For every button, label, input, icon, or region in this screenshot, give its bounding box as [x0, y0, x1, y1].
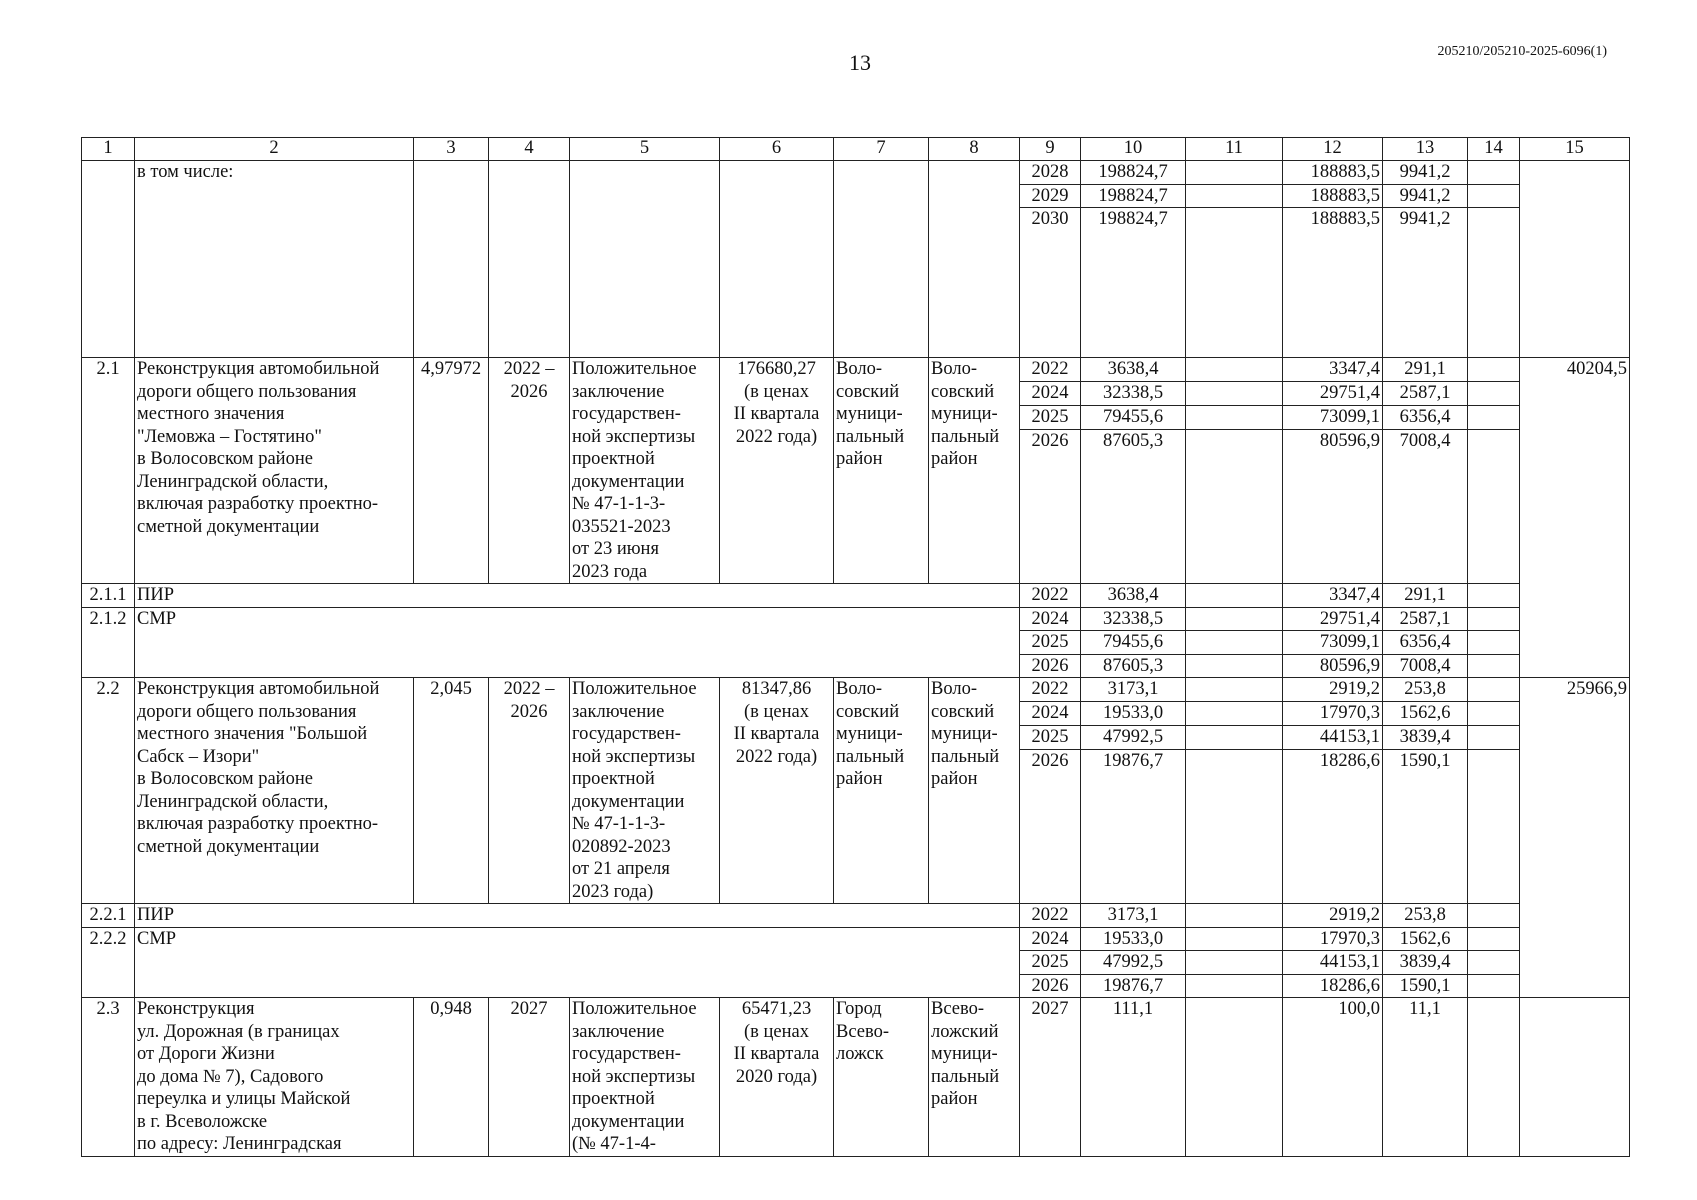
col-5-cell	[570, 161, 720, 358]
amount-total-cell: 32338,5	[1081, 607, 1186, 631]
work-type-label: ПИР	[135, 584, 1020, 608]
cost-cell: 176680,27 (в ценах II квартала 2022 года)	[720, 358, 834, 584]
amount-total-cell: 3173,1	[1081, 904, 1186, 928]
expertise-cell: Положительное заключение государствен- ной экспертизы проектной документации (№ 47-1-4-	[570, 998, 720, 1157]
amount-local-cell: 3839,4	[1383, 951, 1468, 975]
amount-regional-cell: 188883,5	[1283, 184, 1383, 208]
amount-regional-cell: 2919,2	[1283, 904, 1383, 928]
column-header-11: 11	[1186, 138, 1283, 161]
table-row	[82, 904, 1630, 928]
customer-cell: Воло- совский муници- пальный район	[929, 678, 1020, 904]
year-cell: 2028	[1020, 161, 1081, 185]
amount-total-cell: 198824,7	[1081, 208, 1186, 358]
year-cell: 2022	[1020, 358, 1081, 382]
column-header-6: 6	[720, 138, 834, 161]
col-11-cell	[1186, 584, 1283, 608]
year-cell: 2022	[1020, 904, 1081, 928]
col-14-cell	[1468, 654, 1520, 678]
amount-local-cell: 9941,2	[1383, 161, 1468, 185]
col-14-cell	[1468, 750, 1520, 904]
amount-total-cell: 19533,0	[1081, 702, 1186, 726]
amount-regional-cell: 44153,1	[1283, 951, 1383, 975]
year-cell: 2025	[1020, 726, 1081, 750]
col-11-cell	[1186, 654, 1283, 678]
amount-local-cell: 7008,4	[1383, 430, 1468, 584]
location-cell: Воло- совский муници- пальный район	[834, 678, 929, 904]
amount-total-cell: 47992,5	[1081, 951, 1186, 975]
object-name-cell: Реконструкция ул. Дорожная (в границах от Дороги Жизни до дома № 7), Садового переулка и улицы Майской в г. Всеволожске по адресу: Ленинградская	[135, 998, 414, 1157]
col-11-cell	[1186, 382, 1283, 406]
amount-regional-cell: 80596,9	[1283, 654, 1383, 678]
col-11-cell	[1186, 702, 1283, 726]
col-11-cell	[1186, 631, 1283, 655]
col-14-cell	[1468, 904, 1520, 928]
col-14-cell	[1468, 607, 1520, 631]
page-number: 13	[849, 50, 871, 75]
document-code: 205210/205210-2025-6096(1)	[1437, 44, 1607, 59]
amount-total-cell: 3638,4	[1081, 358, 1186, 382]
year-cell: 2026	[1020, 974, 1081, 998]
total-col15-cell: 25966,9	[1520, 678, 1630, 998]
row-number-cell: 2.1	[82, 358, 135, 584]
amount-local-cell: 291,1	[1383, 358, 1468, 382]
amount-local-cell: 1562,6	[1383, 927, 1468, 951]
amount-total-cell: 32338,5	[1081, 382, 1186, 406]
amount-local-cell: 2587,1	[1383, 382, 1468, 406]
year-cell: 2024	[1020, 927, 1081, 951]
column-header-14: 14	[1468, 138, 1520, 161]
column-header-7: 7	[834, 138, 929, 161]
column-header-2: 2	[135, 138, 414, 161]
amount-total-cell: 3173,1	[1081, 678, 1186, 702]
col-8-cell	[929, 161, 1020, 358]
col-14-cell	[1468, 702, 1520, 726]
column-header-1: 1	[82, 138, 135, 161]
column-header-9: 9	[1020, 138, 1081, 161]
amount-local-cell: 9941,2	[1383, 184, 1468, 208]
object-name-cell: Реконструкция автомобильной дороги общего пользования местного значения "Большой Сабск – Изори" в Волосовском районе Ленинградской области, включая разработку проектно- сметной документации	[135, 678, 414, 904]
year-cell: 2026	[1020, 750, 1081, 904]
col-11-cell	[1186, 208, 1283, 358]
year-cell: 2030	[1020, 208, 1081, 358]
length-cell: 2,045	[414, 678, 489, 904]
amount-local-cell: 3839,4	[1383, 726, 1468, 750]
col-3-cell	[414, 161, 489, 358]
total-col15-cell	[1520, 161, 1630, 358]
amount-local-cell: 7008,4	[1383, 654, 1468, 678]
year-cell: 2024	[1020, 607, 1081, 631]
amount-regional-cell: 80596,9	[1283, 430, 1383, 584]
col-11-cell	[1186, 607, 1283, 631]
period-cell: 2027	[489, 998, 570, 1157]
table-row	[82, 998, 1630, 1157]
amount-regional-cell: 17970,3	[1283, 702, 1383, 726]
table-row	[82, 358, 1630, 382]
row-number-cell: 2.3	[82, 998, 135, 1157]
row-number-cell	[82, 161, 135, 358]
amount-local-cell: 6356,4	[1383, 406, 1468, 430]
object-name-cell: Реконструкция автомобильной дороги общего пользования местного значения "Лемовжа – Гостятино" в Волосовском районе Ленинградской области, включая разработку проектно- сметной документации	[135, 358, 414, 584]
col-11-cell	[1186, 184, 1283, 208]
location-cell: Воло- совский муници- пальный район	[834, 358, 929, 584]
year-cell: 2025	[1020, 406, 1081, 430]
location-cell: Город Всево- ложск	[834, 998, 929, 1157]
amount-total-cell: 19876,7	[1081, 750, 1186, 904]
work-type-label: ПИР	[135, 904, 1020, 928]
cost-cell: 81347,86 (в ценах II квартала 2022 года)	[720, 678, 834, 904]
col-14-cell	[1468, 584, 1520, 608]
table-row	[82, 607, 1630, 631]
year-cell: 2022	[1020, 678, 1081, 702]
col-14-cell	[1468, 184, 1520, 208]
column-header-5: 5	[570, 138, 720, 161]
col-11-cell	[1186, 678, 1283, 702]
table-row	[82, 678, 1630, 702]
amount-local-cell: 1590,1	[1383, 750, 1468, 904]
col-14-cell	[1468, 161, 1520, 185]
column-header-13: 13	[1383, 138, 1468, 161]
column-header-12: 12	[1283, 138, 1383, 161]
sub-number-cell: 2.1.1	[82, 584, 135, 608]
amount-local-cell: 253,8	[1383, 904, 1468, 928]
year-cell: 2029	[1020, 184, 1081, 208]
col-14-cell	[1468, 974, 1520, 998]
col-11-cell	[1186, 726, 1283, 750]
year-cell: 2022	[1020, 584, 1081, 608]
total-col15-cell	[1520, 998, 1630, 1157]
sub-number-cell: 2.2.2	[82, 927, 135, 998]
period-cell: 2022 – 2026	[489, 678, 570, 904]
amount-regional-cell: 2919,2	[1283, 678, 1383, 702]
col-14-cell	[1468, 726, 1520, 750]
amount-local-cell: 1562,6	[1383, 702, 1468, 726]
column-header-4: 4	[489, 138, 570, 161]
col-14-cell	[1468, 208, 1520, 358]
amount-regional-cell: 188883,5	[1283, 208, 1383, 358]
table-row	[82, 161, 1630, 185]
sub-number-cell: 2.2.1	[82, 904, 135, 928]
table-row	[82, 927, 1630, 951]
amount-regional-cell: 18286,6	[1283, 974, 1383, 998]
length-cell: 0,948	[414, 998, 489, 1157]
column-header-10: 10	[1081, 138, 1186, 161]
col-11-cell	[1186, 974, 1283, 998]
customer-cell: Воло- совский муници- пальный район	[929, 358, 1020, 584]
work-type-label: СМР	[135, 927, 1020, 998]
col-11-cell	[1186, 161, 1283, 185]
col-11-cell	[1186, 750, 1283, 904]
amount-regional-cell: 73099,1	[1283, 631, 1383, 655]
sub-number-cell: 2.1.2	[82, 607, 135, 678]
total-col15-cell: 40204,5	[1520, 358, 1630, 678]
amount-total-cell: 19876,7	[1081, 974, 1186, 998]
col-11-cell	[1186, 951, 1283, 975]
including-label: в том числе:	[135, 161, 414, 358]
col-11-cell	[1186, 904, 1283, 928]
col-7-cell	[834, 161, 929, 358]
amount-local-cell: 2587,1	[1383, 607, 1468, 631]
amount-regional-cell: 100,0	[1283, 998, 1383, 1157]
amount-local-cell: 9941,2	[1383, 208, 1468, 358]
year-cell: 2025	[1020, 951, 1081, 975]
year-cell: 2026	[1020, 430, 1081, 584]
col-14-cell	[1468, 678, 1520, 702]
col-14-cell	[1468, 382, 1520, 406]
year-cell: 2027	[1020, 998, 1081, 1157]
col-14-cell	[1468, 358, 1520, 382]
row-number-cell: 2.2	[82, 678, 135, 904]
amount-total-cell: 19533,0	[1081, 927, 1186, 951]
expertise-cell: Положительное заключение государствен- ной экспертизы проектной документации № 47-1-1-3- 035521-2023 от 23 июня 2023 года	[570, 358, 720, 584]
amount-local-cell: 1590,1	[1383, 974, 1468, 998]
year-cell: 2024	[1020, 702, 1081, 726]
amount-total-cell: 87605,3	[1081, 430, 1186, 584]
col-4-cell	[489, 161, 570, 358]
year-cell: 2026	[1020, 654, 1081, 678]
column-header-15: 15	[1520, 138, 1630, 161]
amount-regional-cell: 29751,4	[1283, 382, 1383, 406]
period-cell: 2022 – 2026	[489, 358, 570, 584]
table-body	[82, 138, 1630, 1157]
col-11-cell	[1186, 358, 1283, 382]
amount-total-cell: 47992,5	[1081, 726, 1186, 750]
customer-cell: Всево- ложский муници- пальный район	[929, 998, 1020, 1157]
amount-total-cell: 79455,6	[1081, 631, 1186, 655]
amount-regional-cell: 73099,1	[1283, 406, 1383, 430]
amount-regional-cell: 188883,5	[1283, 161, 1383, 185]
work-type-label: СМР	[135, 607, 1020, 678]
amount-local-cell: 11,1	[1383, 998, 1468, 1157]
table-header-row	[82, 138, 1630, 161]
amount-total-cell: 79455,6	[1081, 406, 1186, 430]
investment-table	[81, 137, 1630, 1157]
col-14-cell	[1468, 927, 1520, 951]
amount-local-cell: 6356,4	[1383, 631, 1468, 655]
col-14-cell	[1468, 406, 1520, 430]
col-11-cell	[1186, 927, 1283, 951]
col-14-cell	[1468, 951, 1520, 975]
amount-local-cell: 253,8	[1383, 678, 1468, 702]
expertise-cell: Положительное заключение государствен- ной экспертизы проектной документации № 47-1-1-3- 020892-2023 от 21 апреля 2023 года)	[570, 678, 720, 904]
col-14-cell	[1468, 430, 1520, 584]
amount-total-cell: 87605,3	[1081, 654, 1186, 678]
amount-total-cell: 111,1	[1081, 998, 1186, 1157]
amount-regional-cell: 3347,4	[1283, 584, 1383, 608]
column-header-3: 3	[414, 138, 489, 161]
amount-regional-cell: 18286,6	[1283, 750, 1383, 904]
col-6-cell	[720, 161, 834, 358]
col-11-cell	[1186, 998, 1283, 1157]
amount-local-cell: 291,1	[1383, 584, 1468, 608]
amount-regional-cell: 29751,4	[1283, 607, 1383, 631]
col-14-cell	[1468, 631, 1520, 655]
amount-regional-cell: 3347,4	[1283, 358, 1383, 382]
amount-total-cell: 3638,4	[1081, 584, 1186, 608]
amount-regional-cell: 44153,1	[1283, 726, 1383, 750]
cost-cell: 65471,23 (в ценах II квартала 2020 года)	[720, 998, 834, 1157]
col-11-cell	[1186, 430, 1283, 584]
amount-total-cell: 198824,7	[1081, 161, 1186, 185]
year-cell: 2025	[1020, 631, 1081, 655]
table-row	[82, 584, 1630, 608]
column-header-8: 8	[929, 138, 1020, 161]
col-14-cell	[1468, 998, 1520, 1157]
year-cell: 2024	[1020, 382, 1081, 406]
amount-regional-cell: 17970,3	[1283, 927, 1383, 951]
amount-total-cell: 198824,7	[1081, 184, 1186, 208]
col-11-cell	[1186, 406, 1283, 430]
length-cell: 4,97972	[414, 358, 489, 584]
